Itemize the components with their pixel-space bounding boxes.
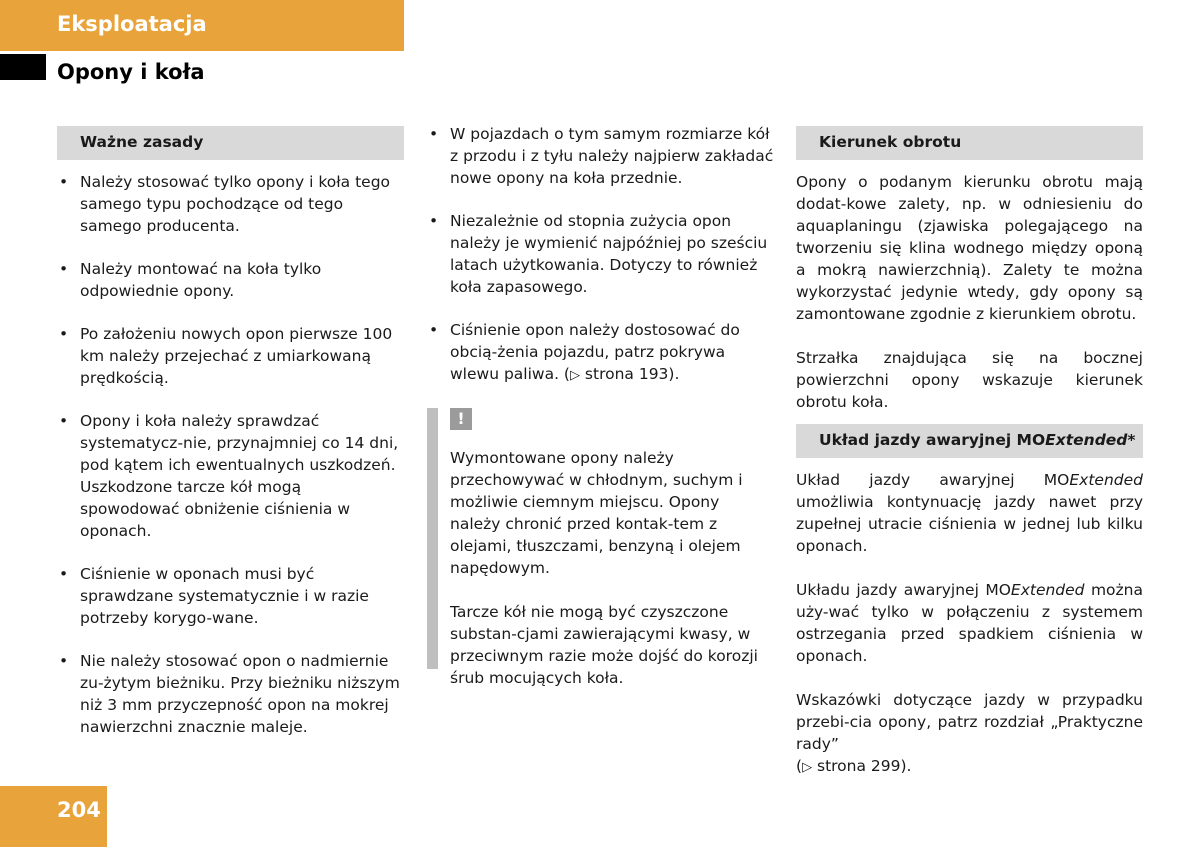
section-title: Opony i koła (57, 60, 205, 84)
list-item: • Należy montować na koła tylko odpowiednie opony. (59, 260, 322, 300)
paragraph: Strzałka znajdująca się na bocznej powierzchni opony wskazuje kierunek obrotu koła. (796, 349, 1143, 411)
list-item: • Opony i koła należy sprawdzać systematycz-nie, przynajmniej co 14 dni, pod kątem ich ewentualnych uszkodzeń. Uszkodzone tarcze kół mogą spowodować obniżenie ciśnienia w oponach. (59, 412, 399, 540)
heading-text-italic: Extended (1045, 431, 1128, 449)
list-item-text: Ciśnienie w oponach musi być sprawdzane systematycznie i w razie potrzeby korygo-wane. (80, 565, 369, 627)
chapter-title: Eksploatacja (57, 12, 207, 36)
text-italic: Extended (1010, 581, 1085, 599)
warning-text: Tarcze kół nie mogą być czyszczone substan-cjami zawierającymi kwasy, w przeciwnym razie może dojść do korozji śrub mocujących koła. (450, 603, 758, 687)
page-ref-link[interactable]: strona 193). (584, 365, 680, 383)
list-item: • Niezależnie od stopnia zużycia opon należy je wymienić najpóźniej po sześciu latach użytkowania. Dotyczy to również koła zapasowego. (429, 212, 768, 296)
footnote-marker: * (1127, 431, 1136, 449)
rules-list (57, 171, 404, 738)
list-item-text: W pojazdach o tym samym rozmiarze kół z przodu i z tyłu należy najpierw zakładać nowe opony na koła przednie. (450, 125, 774, 187)
heading-rotation-direction: Kierunek obrotu (796, 126, 1143, 160)
list-item-text: Nie należy stosować opon o nadmiernie zu-żytym bieżniku. Przy bieżniku niższym niż 3 mm przyczepność opon na mokrej nawierzchni znacznie maleje. (80, 652, 400, 736)
warning-icon: ! (450, 408, 472, 430)
page-ref-arrow-icon: ▷ (802, 760, 813, 775)
text: można uży-wać tylko w połączeniu z systemem ostrzegania przed spadkiem ciśnienia w oponach. (796, 581, 1144, 665)
column-2 (427, 123, 774, 711)
paragraph: Opony o podanym kierunku obrotu mają dodat-kowe zalety, np. w odniesieniu do aquaplaningu (zjawiska polegającego na tworzeniu się klina wodnego między oponą a mokrą nawierzchnią). Zalety te można wykorzystać jedynie wtedy, gdy opony są zamontowane zgodnie z kierunkiem obrotu. (796, 173, 1143, 323)
list-item-text: Opony i koła należy sprawdzać systematycz-nie, przynajmniej co 14 dni, pod kątem ich ewentualnych uszkodzeń. Uszkodzone tarcze kół mogą spowodować obniżenie ciśnienia w oponach. (80, 412, 399, 540)
text-italic: Extended (1069, 471, 1143, 489)
list-item-text: Ciśnienie opon należy dostosować do obcią-żenia pojazdu, patrz pokrywa wlewu paliwa. (450, 321, 740, 383)
list-item: • Ciśnienie w oponach musi być sprawdzane systematycznie i w razie potrzeby korygo-wane. (59, 565, 369, 627)
paragraph (796, 579, 1143, 667)
list-item-text: Niezależnie od stopnia zużycia opon należy je wymienić najpóźniej po sześciu latach użytkowania. Dotyczy to również koła zapasowego. (450, 212, 768, 296)
list-item-text: Po założeniu nowych opon pierwsze 100 km należy przejechać z umiarkowaną prędkością. (80, 325, 393, 387)
page-ref-arrow-icon: ▷ (569, 368, 580, 383)
list-item: • Ciśnienie opon należy dostosować do obcią-żenia pojazdu, patrz pokrywa wlewu paliwa. (▷ strona 193). (429, 321, 740, 383)
list-item-text: Należy montować na koła tylko odpowiednie opony. (80, 260, 322, 300)
page-number: 204 (57, 798, 101, 822)
text: Układ jazdy awaryjnej MO (796, 471, 1070, 489)
warning-bar (427, 408, 438, 669)
rules-list-continued (427, 123, 774, 387)
column-1 (57, 126, 404, 759)
list-item: • W pojazdach o tym samym rozmiarze kół z przodu i z tyłu należy najpierw zakładać nowe opony na koła przednie. (429, 125, 774, 187)
heading-important-rules: Ważne zasady (57, 126, 404, 160)
heading-text: Układ jazdy awaryjnej MO (819, 431, 1046, 449)
paragraph: Wskazówki dotyczące jazdy w przypadku przebi-cia opony, patrz rozdział „Praktyczne rady” (▷ strona 299). (796, 691, 1143, 775)
page-ref-link[interactable]: strona 299). (817, 757, 912, 775)
list-item: • Po założeniu nowych opon pierwsze 100 km należy przejechać z umiarkowaną prędkością. (59, 325, 393, 387)
list-item: • Należy stosować tylko opony i koła tego samego typu pochodzące od tego samego producenta. (59, 173, 391, 235)
text: Układu jazdy awaryjnej MO (796, 581, 1011, 599)
text: Wskazówki dotyczące jazdy w przypadku przebi-cia opony, patrz rozdział „Praktyczne rady” (796, 691, 1143, 753)
warning-box (427, 408, 774, 689)
paragraph (796, 469, 1143, 557)
heading-moextended (796, 424, 1143, 458)
list-item: • Nie należy stosować opon o nadmiernie zu-żytym bieżniku. Przy bieżniku niższym niż 3 mm przyczepność opon na mokrej nawierzchni znacznie maleje. (59, 652, 400, 736)
warning-text: Wymontowane opony należy przechowywać w chłodnym, suchym i możliwie ciemnym miejscu. Opony należy chronić przed kontak-tem z olejami, tłuszczami, benzyną i olejem napędowym. (450, 449, 743, 577)
column-3 (796, 126, 1143, 801)
list-item-text: Należy stosować tylko opony i koła tego samego typu pochodzące od tego samego producenta. (80, 173, 391, 235)
section-marker (0, 54, 46, 80)
text: umożliwia kontynuację jazdy nawet przy zupełnej utracie ciśnienia w jednej lub kilku oponach. (796, 493, 1143, 555)
